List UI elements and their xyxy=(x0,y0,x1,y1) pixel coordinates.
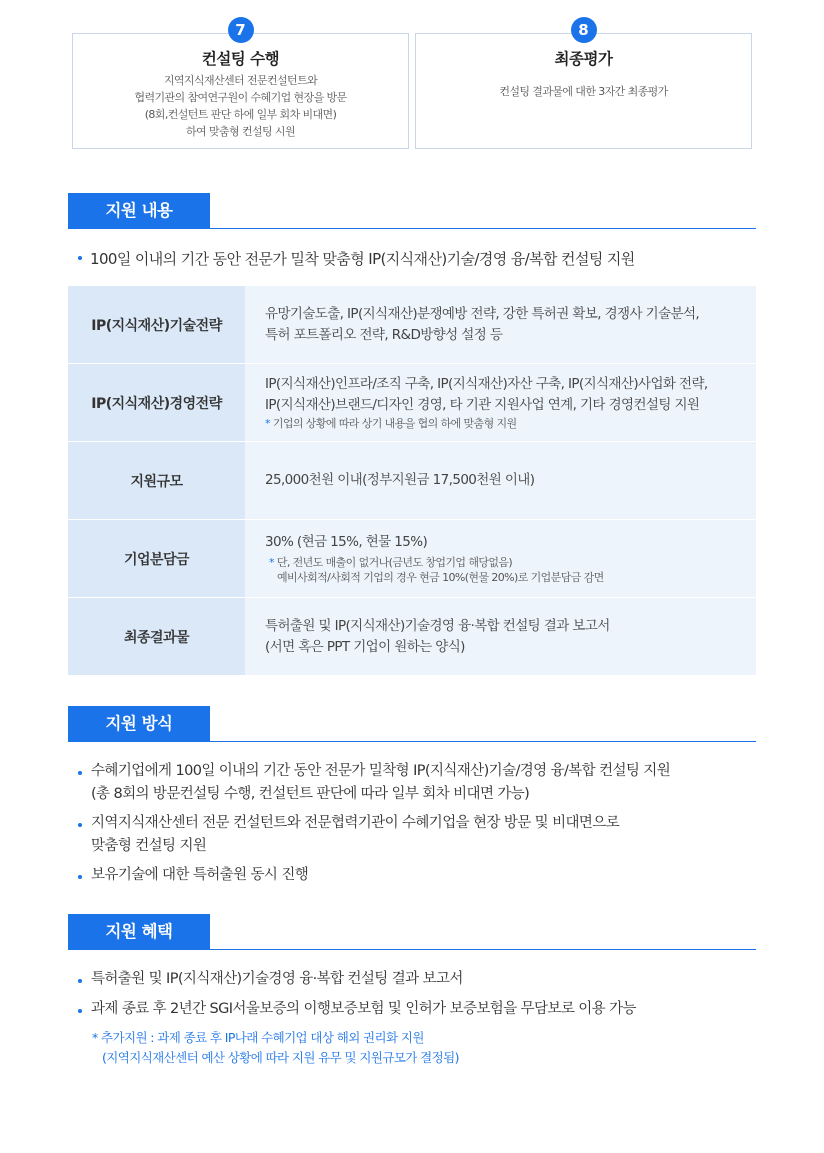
benefit-list xyxy=(78,968,748,1021)
list-item-line: 특허출원 및 IP(지식재산)기술경영 융·복합 컨설팅 결과 보고서 xyxy=(91,971,463,987)
table-value-line: 유망기술도출, IP(지식재산)분쟁예방 전략, 강한 특허권 확보, 경쟁사 기술분석, xyxy=(265,305,700,322)
table-key: 기업분담금 xyxy=(68,520,245,597)
section-title: 지원 혜택 xyxy=(68,914,210,950)
table-row xyxy=(68,442,756,520)
list-item-line: 맞춤형 컨설팅 지원 xyxy=(91,838,207,854)
step-number-badge: 8 xyxy=(571,17,597,43)
table-note xyxy=(265,555,736,570)
list-item-line: 보유기술에 대한 특허출원 동시 진행 xyxy=(91,867,309,883)
method-list xyxy=(78,760,748,887)
note-text: 예비사회적/사회적 기업의 경우 현금 10%(현물 20%)로 기업분담금 감면 xyxy=(277,571,604,584)
note-star: * xyxy=(265,417,270,430)
table-note xyxy=(265,416,736,431)
step-desc-line: 지역지식재산센터 전문컨설턴트와 xyxy=(163,74,318,87)
table-key: IP(지식재산)경영전략 xyxy=(68,364,245,441)
table-value-line: 25,000천원 이내(정부지원금 17,500천원 이내) xyxy=(265,472,535,488)
list-item-line: 수혜기업에게 100일 이내의 기간 동안 전문가 밀착형 IP(지식재산)기술/경영 융/복합 컨설팅 지원 xyxy=(91,763,671,779)
note-text: 단, 전년도 매출이 없거나(금년도 창업기업 해당없음) xyxy=(276,556,513,569)
step-description xyxy=(73,72,408,140)
table-value-line: 특허출원 및 IP(지식재산)기술경영 융·복합 컨설팅 결과 보고서 xyxy=(265,617,610,634)
table-note xyxy=(265,570,736,585)
extra-support-note xyxy=(92,1028,459,1068)
table-value xyxy=(245,364,756,441)
bullet-dot-icon xyxy=(78,256,82,260)
step-card-8 xyxy=(415,21,752,149)
note-text: 기업의 상황에 따라 상기 내용을 협의 하에 맞춤형 지원 xyxy=(272,417,517,430)
list-item-line: 과제 종료 후 2년간 SGI서울보증의 이행보증보험 및 인허가 보증보험을 무담보로 이용 가능 xyxy=(91,1001,636,1017)
content-summary xyxy=(78,248,635,269)
table-value xyxy=(245,286,756,363)
note-star: * xyxy=(269,556,274,569)
step-desc-line: 컨설팅 결과물에 대한 3자간 최종평가 xyxy=(499,85,668,98)
section-header-content xyxy=(68,193,756,229)
section-title: 지원 내용 xyxy=(68,193,210,229)
table-value-line: 30% (현금 15%, 현물 15%) xyxy=(265,534,428,550)
table-value-line: IP(지식재산)브랜드/디자인 경영, 타 기관 지원사업 연계, 기타 경영컨설팅 지원 xyxy=(265,397,700,413)
support-content-table xyxy=(68,286,756,676)
table-key: 지원규모 xyxy=(68,442,245,519)
step-title: 컨설팅 수행 xyxy=(201,50,280,68)
table-value xyxy=(245,520,756,597)
table-row xyxy=(68,598,756,676)
step-description xyxy=(416,83,751,100)
step-desc-line: (8회,컨설턴트 판단 하에 일부 회차 비대면) xyxy=(144,108,337,121)
list-item-line: (총 8회의 방문컨설팅 수행, 컨설턴트 판단에 따라 일부 회차 비대면 가능) xyxy=(91,786,530,802)
extra-note-line: * 추가지원 : 과제 종료 후 IP나래 수혜기업 대상 해외 권리화 지원 xyxy=(92,1030,424,1045)
step-number-badge: 7 xyxy=(228,17,254,43)
table-row xyxy=(68,520,756,598)
table-value-line: IP(지식재산)인프라/조직 구축, IP(지식재산)자산 구축, IP(지식재산)사업화 전략, xyxy=(265,376,708,392)
table-key: IP(지식재산)기술전략 xyxy=(68,286,245,363)
section-header-method xyxy=(68,706,756,742)
table-row xyxy=(68,364,756,442)
step-desc-line: 하여 맞춤형 컨설팅 시원 xyxy=(186,125,295,138)
table-value-line: 특허 포트폴리오 전략, R&D방향성 설정 등 xyxy=(265,326,503,343)
list-item xyxy=(78,812,748,858)
step-desc-line: 협력기관의 참여연구원이 수혜기업 현장을 방문 xyxy=(134,91,347,104)
step-card-7 xyxy=(72,21,409,149)
table-row xyxy=(68,286,756,364)
list-item xyxy=(78,760,748,806)
list-item xyxy=(78,864,748,887)
extra-note-line: (지역지식재산센터 예산 상황에 따라 지원 유무 및 지원규모가 결정됨) xyxy=(102,1050,459,1065)
table-key: 최종결과물 xyxy=(68,598,245,675)
content-summary-text: 100일 이내의 기간 동안 전문가 밀착 맞춤형 IP(지식재산)기술/경영 융/복합 컨설팅 지원 xyxy=(90,250,635,268)
list-item xyxy=(78,998,748,1021)
section-header-benefit xyxy=(68,914,756,950)
list-item-line: 지역지식재산센터 전문 컨설턴트와 전문협력기관이 수혜기업을 현장 방문 및 비대면으로 xyxy=(91,815,620,831)
list-item xyxy=(78,968,748,991)
table-value xyxy=(245,442,756,519)
table-value xyxy=(245,598,756,675)
section-title: 지원 방식 xyxy=(68,706,210,742)
table-value-line: (서면 혹은 PPT 기업이 원하는 양식) xyxy=(265,638,465,655)
step-title: 최종평가 xyxy=(554,50,613,68)
